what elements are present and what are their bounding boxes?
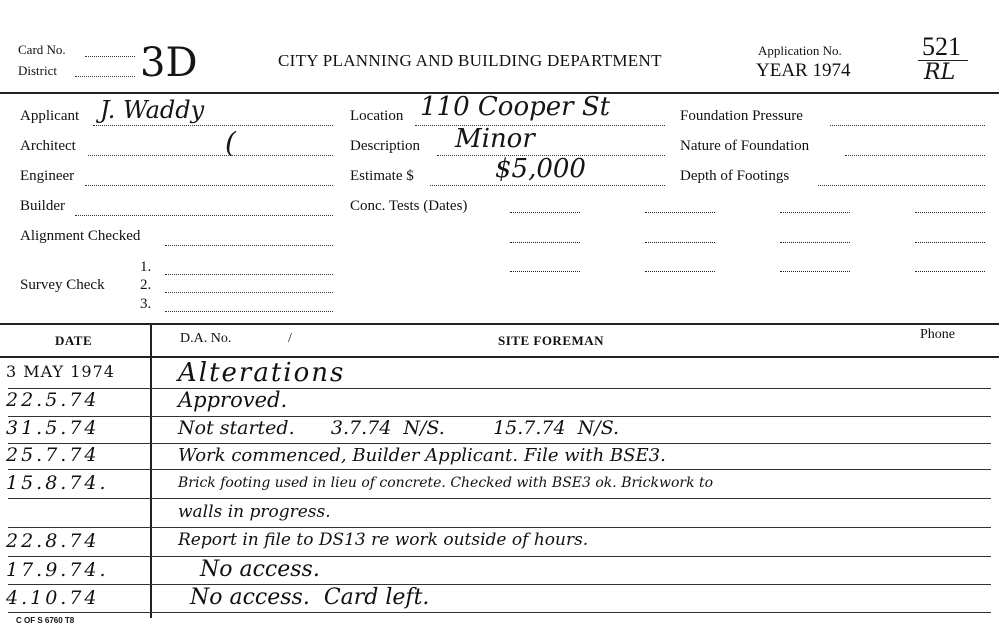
da-no-slash: / xyxy=(288,331,292,346)
conc-test-date-slot xyxy=(915,271,985,272)
depth-of-footings-line xyxy=(818,185,985,186)
conc-tests-label: Conc. Tests (Dates) xyxy=(350,198,468,214)
estimate-label: Estimate $ xyxy=(350,168,414,184)
applicant-value: J. Waddy xyxy=(100,96,205,124)
table-row-entry: Report in file to DS13 re work outside of hours. xyxy=(178,530,589,550)
table-row-date: 4.10.74 xyxy=(6,587,100,609)
description-value: Minor xyxy=(455,124,535,154)
phone-column-header: Phone xyxy=(920,327,955,342)
table-row-date: 17.9.74. xyxy=(6,559,109,581)
estimate-value: $5,000 xyxy=(495,154,586,184)
location-label: Location xyxy=(350,108,404,124)
table-row-entry: No access. xyxy=(200,557,320,582)
site-foreman-column-header: SITE FOREMAN xyxy=(498,333,605,348)
applicant-label: Applicant xyxy=(20,108,80,124)
row-rule xyxy=(8,388,991,389)
conc-test-date-slot xyxy=(645,242,715,243)
estimate-line xyxy=(430,185,665,186)
architect-value: ( xyxy=(225,126,236,159)
row-rule xyxy=(8,556,991,557)
location-value: 110 Cooper St xyxy=(420,92,611,122)
district-line xyxy=(75,76,135,77)
conc-test-date-slot xyxy=(645,271,715,272)
table-row-entry: Approved. xyxy=(178,388,288,412)
card-no-label: Card No. xyxy=(18,42,66,57)
engineer-label: Engineer xyxy=(20,168,75,184)
table-row-entry: walls in progress. xyxy=(178,502,331,522)
survey-line-3 xyxy=(165,311,333,312)
table-row-entry: Not started. 3.7.74 N/S. 15.7.74 N/S. xyxy=(178,417,620,439)
row-rule xyxy=(8,527,991,528)
application-number: 521 xyxy=(922,32,961,61)
survey-item-3: 3. xyxy=(140,296,152,312)
date-column-header: DATE xyxy=(55,333,93,348)
conc-test-date-slot xyxy=(780,212,850,213)
builder-label: Builder xyxy=(20,198,65,214)
applicant-line xyxy=(93,125,333,126)
engineer-line xyxy=(85,185,333,186)
survey-line-2 xyxy=(165,292,333,293)
architect-label: Architect xyxy=(20,138,76,154)
conc-test-date-slot xyxy=(510,242,580,243)
table-row-entry: Brick footing used in lieu of concrete. Checked with BSE3 ok. Brickwork to xyxy=(178,475,714,491)
conc-test-date-slot xyxy=(510,212,580,213)
conc-test-date-slot xyxy=(510,271,580,272)
foundation-pressure-label: Foundation Pressure xyxy=(680,108,803,124)
table-row-date: 25.7.74 xyxy=(6,444,100,466)
architect-line xyxy=(88,155,333,156)
district-value: 3D xyxy=(140,40,198,86)
conc-test-date-slot xyxy=(780,242,850,243)
depth-of-footings-label: Depth of Footings xyxy=(680,168,790,184)
nature-of-foundation-label: Nature of Foundation xyxy=(680,138,810,154)
alignment-line xyxy=(165,245,333,246)
year-label: YEAR 1974 xyxy=(756,60,851,81)
table-row-entry: No access. Card left. xyxy=(190,585,430,610)
conc-test-date-slot xyxy=(645,212,715,213)
district-label: District xyxy=(18,63,57,78)
department-title: CITY PLANNING AND BUILDING DEPARTMENT xyxy=(278,51,662,70)
conc-test-date-slot xyxy=(915,242,985,243)
survey-item-2: 2. xyxy=(140,277,152,293)
row-rule xyxy=(8,498,991,499)
table-row-date: 22.5.74 xyxy=(6,389,100,411)
table-row-date: 15.8.74. xyxy=(6,472,109,494)
date-column-divider xyxy=(150,323,152,618)
description-label: Description xyxy=(350,138,420,154)
nature-of-foundation-line xyxy=(845,155,985,156)
row-rule xyxy=(8,443,991,444)
builder-line xyxy=(75,215,333,216)
alignment-label: Alignment Checked xyxy=(20,228,141,244)
row-rule xyxy=(8,584,991,585)
conc-test-date-slot xyxy=(780,271,850,272)
card-no-line xyxy=(85,56,135,57)
table-row-date: 31.5.74 xyxy=(6,417,100,439)
location-line xyxy=(415,125,665,126)
survey-line-1 xyxy=(165,274,333,275)
foundation-pressure-line xyxy=(830,125,985,126)
form-code: C OF S 6760 T8 xyxy=(16,616,75,625)
da-no-column-header: D.A. No. xyxy=(180,331,232,346)
row-rule xyxy=(8,469,991,470)
survey-item-1: 1. xyxy=(140,259,152,275)
application-initials: RL xyxy=(924,60,956,85)
table-row-date: 22.8.74 xyxy=(6,530,100,552)
row-rule xyxy=(8,612,991,613)
application-label: Application No. xyxy=(758,43,842,58)
table-row-entry: Alterations xyxy=(178,358,346,388)
survey-label: Survey Check xyxy=(20,277,105,293)
table-row-date: 3 MAY 1974 xyxy=(6,362,115,381)
table-row-entry: Work commenced, Builder Applicant. File with BSE3. xyxy=(178,445,666,466)
conc-test-date-slot xyxy=(915,212,985,213)
